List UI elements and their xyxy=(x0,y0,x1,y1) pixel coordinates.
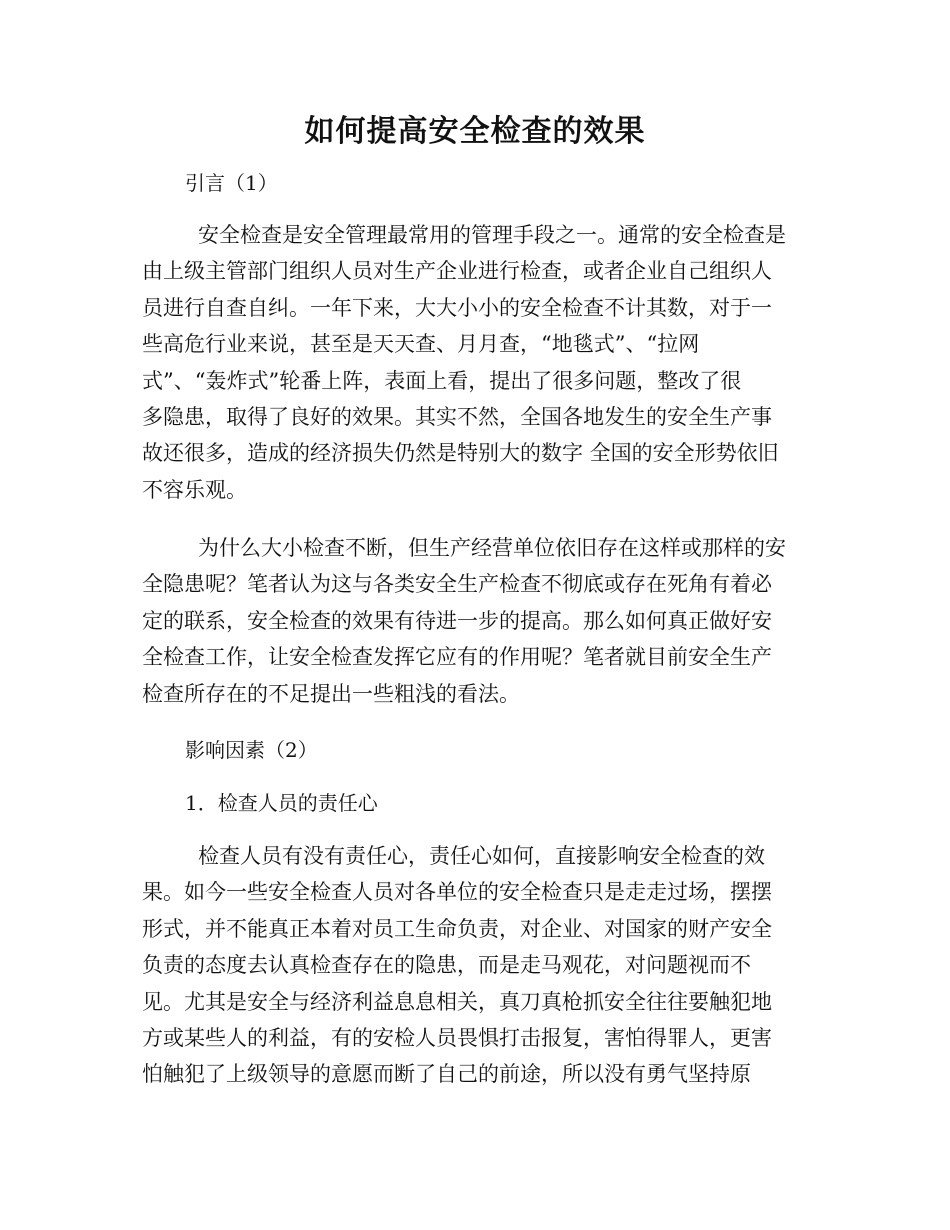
paragraph-line: 方或某些人的利益，有的安检人员畏惧打击报复，害怕得罪人，更害 xyxy=(142,1026,772,1051)
paragraph-line: 怕触犯了上级领导的意愿而断了自己的前途，所以没有勇气坚持原 xyxy=(142,1062,751,1087)
subheading-responsibility: 1．检查人员的责任心 xyxy=(185,791,378,815)
paragraph-line: 检查人员有没有责任心，责任心如何，直接影响安全检查的效 xyxy=(198,844,765,868)
paragraph-line: 安全检查是安全管理最常用的管理手段之一。通常的安全检查是 xyxy=(198,223,786,247)
paragraph-line: 式”、“轰炸式”轮番上阵，表面上看，提出了很多问题，整改了很 xyxy=(142,368,742,393)
paragraph-line: 定的联系，安全检查的效果有待进一步的提高。那么如何真正做好安 xyxy=(142,608,772,633)
section-heading-factors: 影响因素（2） xyxy=(185,738,318,762)
paragraph-line: 检查所存在的不足提出一些粗浅的看法。 xyxy=(142,681,520,706)
paragraph-line: 些高危行业来说，甚至是天天查、月月查，“地毯式”、“拉网 xyxy=(142,332,700,357)
paragraph-line: 形式，并不能真正本着对员工生命负责，对企业、对国家的财产安全 xyxy=(142,916,772,941)
paragraph-line: 故还很多，造成的经济损失仍然是特别大的数字 全国的安全形势依旧 xyxy=(142,441,779,466)
document-title: 如何提高安全检查的效果 xyxy=(304,114,646,149)
paragraph-line: 全隐患呢？笔者认为这与各类安全生产检查不彻底或存在死角有着必 xyxy=(142,572,772,597)
paragraph-line: 多隐患，取得了良好的效果。其实不然，全国各地发生的安全生产事 xyxy=(142,405,772,430)
paragraph-line: 员进行自查自纠。一年下来，大大小小的安全检查不计其数，对于一 xyxy=(142,295,772,320)
paragraph-2 xyxy=(142,530,812,712)
paragraph-line: 见。尤其是安全与经济利益息息相关，真刀真枪抓安全往往要触犯地 xyxy=(142,989,772,1014)
paragraph-line: 不容乐观。 xyxy=(142,477,247,502)
paragraph-line: 全检查工作，让安全检查发挥它应有的作用呢？笔者就目前安全生产 xyxy=(142,645,772,670)
paragraph-line: 为什么大小检查不断，但生产经营单位依旧存在这样或那样的安 xyxy=(198,536,786,560)
paragraph-line: 由上级主管部门组织人员对生产企业进行检查，或者企业自己组织人 xyxy=(142,259,772,284)
section-heading-intro: 引言（1） xyxy=(185,171,278,195)
paragraph-1 xyxy=(142,217,812,508)
paragraph-3 xyxy=(142,838,812,1093)
paragraph-line: 负责的态度去认真检查存在的隐患，而是走马观花，对问题视而不 xyxy=(142,953,751,978)
paragraph-line: 果。如今一些安全检查人员对各单位的安全检查只是走走过场，摆摆 xyxy=(142,880,772,905)
